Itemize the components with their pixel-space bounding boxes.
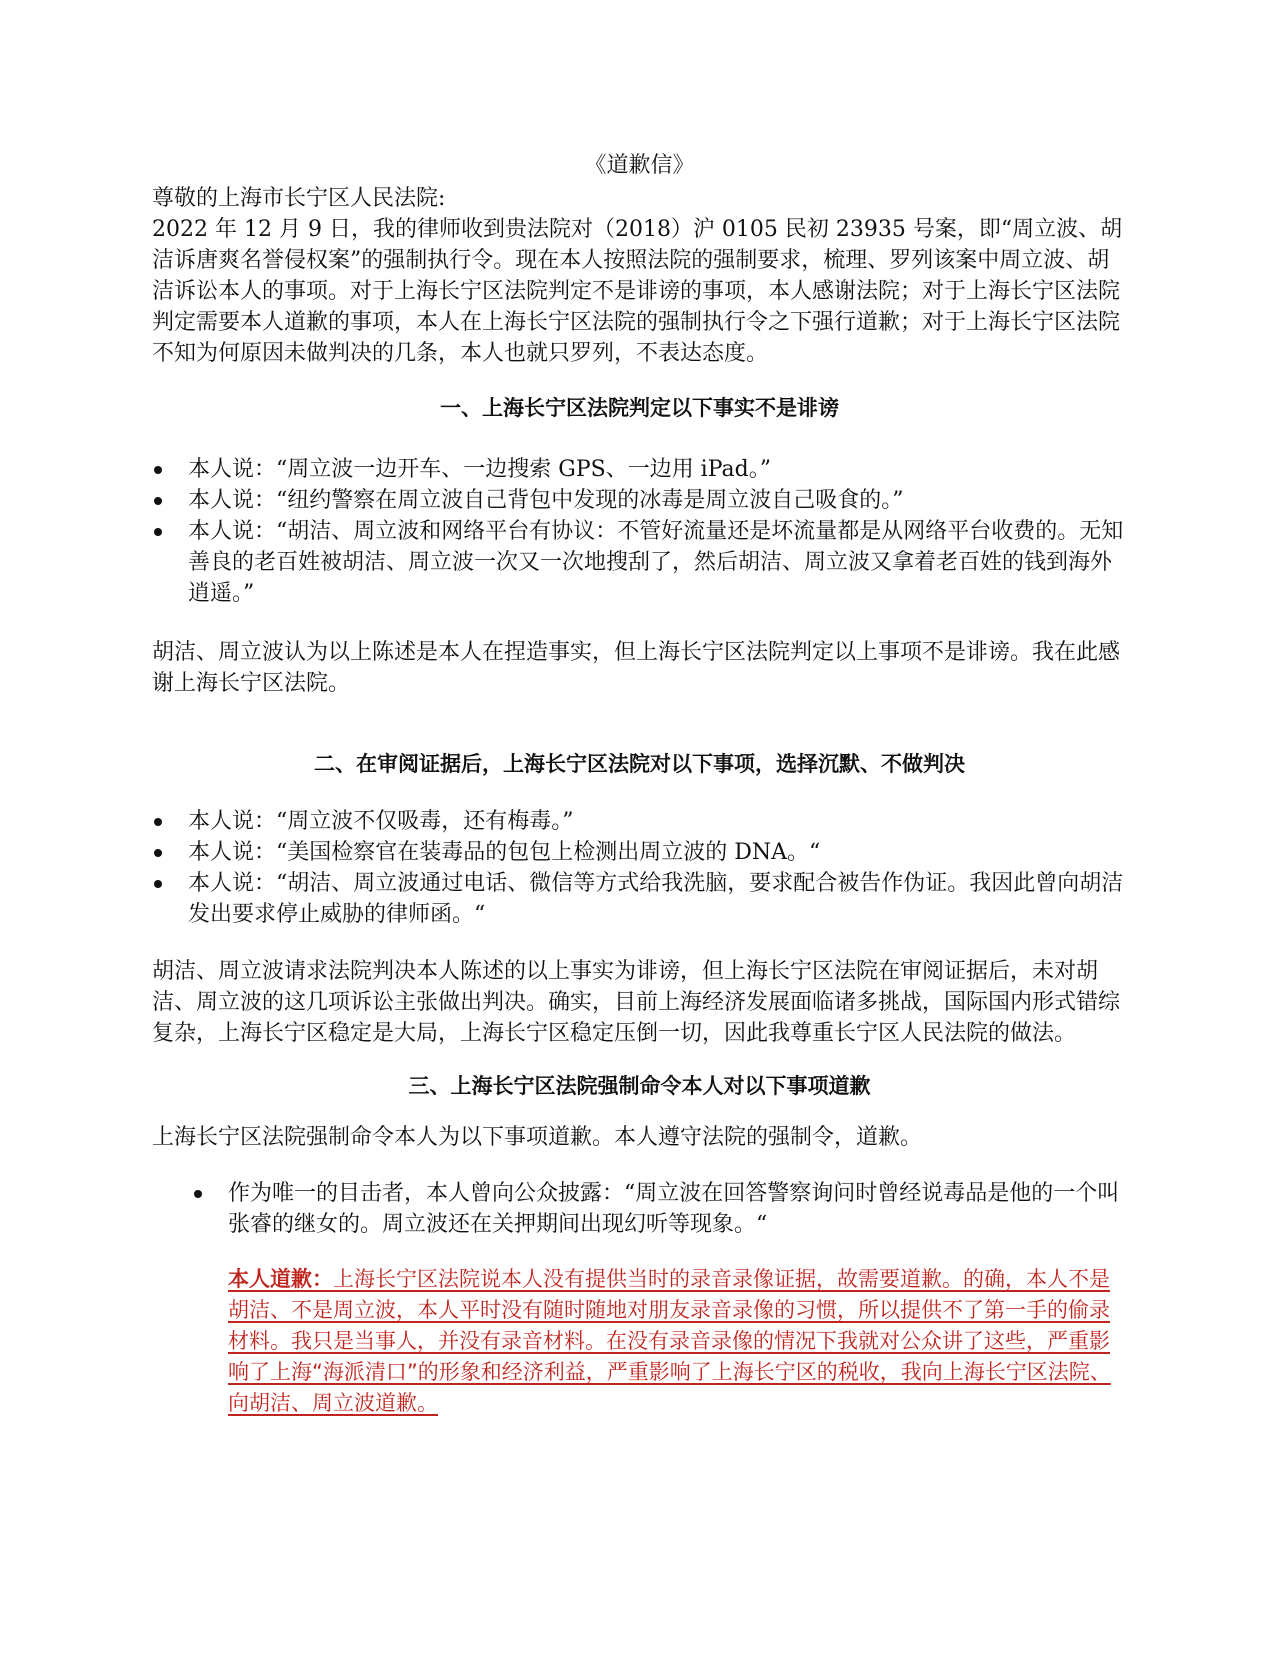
apology-label: 本人道歉： [228, 1267, 333, 1291]
letter-title: 《道歉信》 [584, 153, 695, 178]
section3-directive: 上海长宁区法院强制命令本人为以下事项道歉。本人遵守法院的强制令，道歉。 [152, 1125, 923, 1150]
apology-paragraph [228, 1264, 1127, 1419]
list-item [152, 806, 1127, 837]
section2-heading: 二、在审阅证据后，上海长宁区法院对以下事项，选择沉默、不做判决 [314, 752, 965, 776]
list-item-text: 本人说：“胡洁、周立波和网络平台有协议：不管好流量还是坏流量都是从网络平台收费的。无知善良的老百姓被胡洁、周立波一次又一次地搜刮了，然后胡洁、周立波又拿着老百姓的钱到海外逍遥。” [188, 519, 1124, 606]
list-item-text: 本人说：“周立波一边开车、一边搜索 GPS、一边用 iPad。” [188, 457, 771, 482]
list-item-text: 本人说：“胡洁、周立波通过电话、微信等方式给我洗脑，要求配合被告作伪证。我因此曾向胡洁发出要求停止威胁的律师函。“ [188, 871, 1124, 927]
salutation: 尊敬的上海市长宁区人民法院: [152, 186, 446, 211]
section3-list [192, 1178, 1127, 1240]
bullet-icon [154, 818, 162, 826]
bullet-icon [194, 1190, 202, 1198]
list-item [152, 837, 1127, 868]
bullet-icon [154, 497, 162, 505]
bullet-icon [154, 880, 162, 888]
list-item-text: 本人说：“周立波不仅吸毒，还有梅毒。” [188, 809, 574, 834]
list-item [152, 868, 1127, 930]
list-item [152, 516, 1127, 609]
section3-heading: 三、上海长宁区法院强制命令本人对以下事项道歉 [408, 1074, 871, 1098]
section1-summary: 胡洁、周立波认为以上陈述是本人在捏造事实，但上海长宁区法院判定以上事项不是诽谤。我在此感谢上海长宁区法院。 [152, 640, 1121, 696]
apology-text: 上海长宁区法院说本人没有提供当时的录音录像证据，故需要道歉。的确，本人不是胡洁、不是周立波，本人平时没有随时随地对朋友录音录像的习惯，所以提供不了第一手的偷录材料。我只是当事人，并没有录音材料。在没有录音录像的情况下我就对公众讲了这些，严重影响了上海“海派清口”的形象和经济利益，严重影响了上海长宁区的税收，我向上海长宁区法院、向胡洁、周立波道歉。 [228, 1267, 1111, 1415]
list-item-text: 本人说：“美国检察官在装毒品的包包上检测出周立波的 DNA。“ [188, 840, 821, 865]
letter-page [152, 150, 1127, 1419]
list-item-text: 本人说：“纽约警察在周立波自己背包中发现的冰毒是周立波自己吸食的。” [188, 488, 904, 513]
intro-paragraph: 2022 年 12 月 9 日，我的律师收到贵法院对（2018）沪 0105 民初 23935 号案，即“周立波、胡洁诉唐爽名誉侵权案”的强制执行令。现在本人按照法院的强制要求，梳理、罗列该案中周立波、胡洁诉讼本人的事项。对于上海长宁区法院判定不是诽谤的事项，本人感谢法院；对于上海长宁区法院判定需要本人道歉的事项，本人在上海长宁区法院的强制执行令之下强行道歉；对于上海长宁区法院不知为何原因未做判决的几条，本人也就只罗列，不表达态度。 [152, 217, 1123, 366]
list-item [192, 1178, 1127, 1240]
section2-summary: 胡洁、周立波请求法院判决本人陈述的以上事实为诽谤，但上海长宁区法院在审阅证据后，未对胡洁、周立波的这几项诉讼主张做出判决。确实，目前上海经济发展面临诸多挑战，国际国内形式错综复杂，上海长宁区稳定是大局，上海长宁区稳定压倒一切，因此我尊重长宁区人民法院的做法。 [152, 959, 1121, 1046]
section2-list [152, 806, 1127, 930]
bullet-icon [154, 528, 162, 536]
bullet-icon [154, 849, 162, 857]
bullet-icon [154, 466, 162, 474]
list-item [152, 485, 1127, 516]
list-item [152, 454, 1127, 485]
section1-heading: 一、上海长宁区法院判定以下事实不是诽谤 [440, 396, 839, 420]
section1-list [152, 454, 1127, 609]
list-item-text: 作为唯一的目击者，本人曾向公众披露：“周立波在回答警察询问时曾经说毒品是他的一个叫张睿的继女的。周立波还在关押期间出现幻听等现象。“ [228, 1181, 1120, 1237]
